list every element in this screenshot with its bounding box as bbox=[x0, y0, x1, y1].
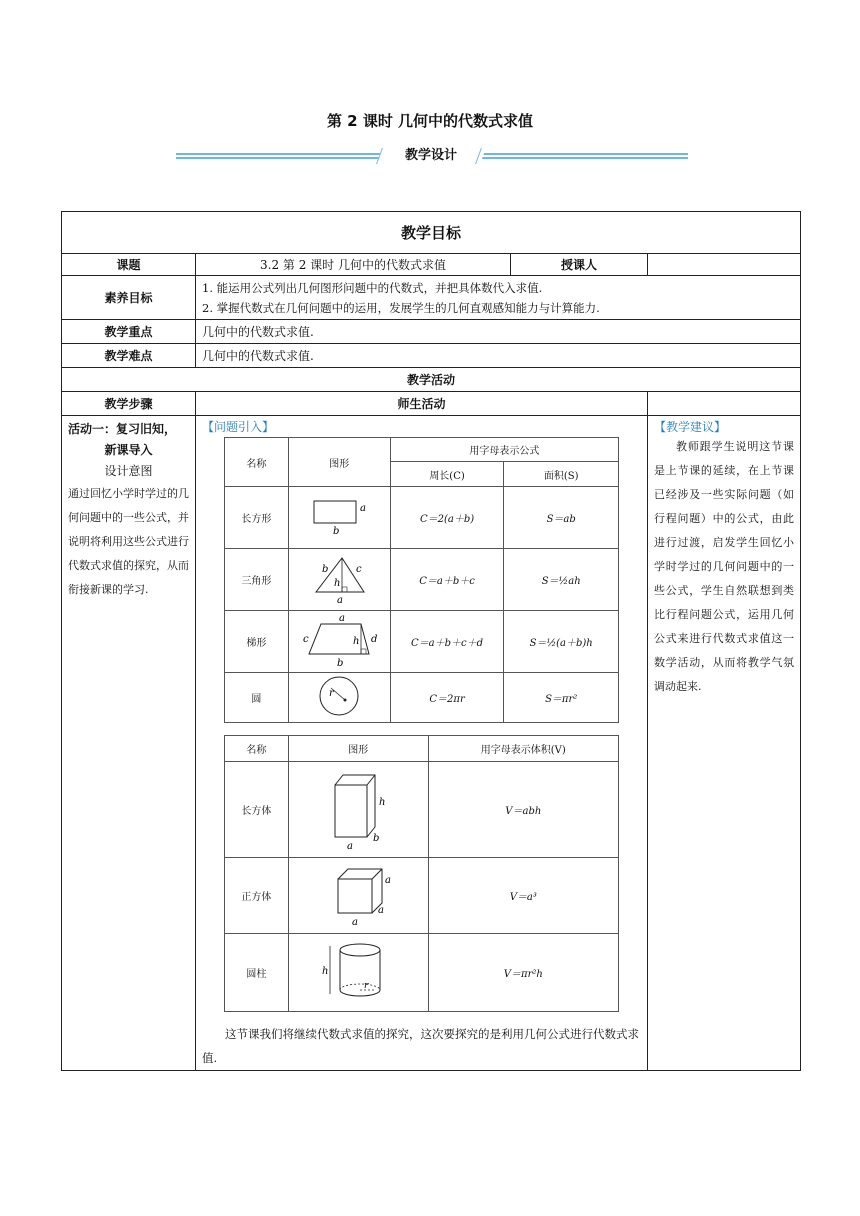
circle-figure bbox=[288, 673, 390, 723]
perimeter-formula: C＝a＋b＋c bbox=[390, 549, 504, 611]
row-name: 长方形 bbox=[225, 487, 289, 549]
topic-label: 课题 bbox=[62, 254, 196, 276]
svg-text:r: r bbox=[329, 688, 335, 699]
svg-text:h: h bbox=[379, 797, 386, 808]
section-banner bbox=[176, 146, 688, 166]
svg-text:a: a bbox=[378, 905, 385, 916]
volume-formula: V＝abh bbox=[428, 762, 618, 858]
perimeter-formula: C＝2(a＋b) bbox=[390, 487, 504, 549]
banner-label: 教学设计 bbox=[381, 146, 481, 166]
suggestion-text: 教师跟学生说明这节课是上节课的延续，在上节课已经涉及一些实际问题（如行程问题）中的公式，由此进行过渡，启发学生回忆小学时学过的几何问题中的一些公式，学生自然联想到类比行程问题公式，运用几何公式来进行代数式求值这一数学活动，从而将教学气氛调动起来. bbox=[654, 440, 795, 693]
svg-text:h: h bbox=[353, 636, 360, 647]
teacher-value bbox=[648, 254, 801, 276]
row-name: 梯形 bbox=[225, 611, 289, 673]
col-volume: 用字母表示体积(V) bbox=[428, 736, 618, 762]
solid-volume-table bbox=[224, 735, 619, 1012]
svg-text:c: c bbox=[356, 564, 362, 575]
key-point-value: 几何中的代数式求值. bbox=[196, 320, 801, 344]
perimeter-formula: C＝a＋b＋c＋d bbox=[390, 611, 504, 673]
difficulty-value: 几何中的代数式求值. bbox=[196, 344, 801, 368]
key-point-label: 教学重点 bbox=[62, 320, 196, 344]
col-formula: 用字母表示公式 bbox=[390, 438, 618, 462]
svg-text:h: h bbox=[334, 578, 341, 589]
row-name: 圆柱 bbox=[225, 934, 289, 1012]
teacher-student-label: 师生活动 bbox=[196, 392, 648, 416]
volume-formula: V＝πr²h bbox=[428, 934, 618, 1012]
area-formula: S＝½ah bbox=[504, 549, 619, 611]
suggestion-label: 【教学建议】 bbox=[654, 420, 727, 434]
cylinder-figure bbox=[288, 934, 428, 1012]
svg-text:c: c bbox=[303, 634, 309, 645]
svg-text:a: a bbox=[337, 595, 344, 604]
row-name: 正方体 bbox=[225, 858, 289, 934]
row-name: 长方体 bbox=[225, 762, 289, 858]
goals-heading: 教学目标 bbox=[62, 212, 801, 254]
steps-label: 教学步骤 bbox=[62, 392, 196, 416]
activity1-subtitle: 新课导入 bbox=[104, 443, 153, 457]
activity1-title: 活动一：复习旧知， bbox=[68, 422, 177, 436]
lesson-plan-table bbox=[61, 211, 801, 1071]
goals-label: 素养目标 bbox=[62, 276, 196, 320]
design-intent-label: 设计意图 bbox=[104, 464, 153, 478]
goal-item: 1. 能运用公式列出几何图形问题中的代数式，并把具体数代入求值. bbox=[202, 280, 543, 295]
svg-text:a: a bbox=[385, 875, 392, 886]
col-figure: 图形 bbox=[288, 736, 428, 762]
perimeter-formula: C＝2πr bbox=[390, 673, 504, 723]
design-intent-text: 通过回忆小学时学过的几何问题中的一些公式，并说明将利用这些公式进行代数式求值的探究，从而衔接新课的学习. bbox=[68, 487, 189, 596]
area-formula: S＝ab bbox=[504, 487, 619, 549]
row-name: 圆 bbox=[225, 673, 289, 723]
col-perimeter: 周长(C) bbox=[390, 462, 504, 487]
plane-formula-table bbox=[224, 437, 619, 723]
closing-paragraph: 这节课我们将继续代数式求值的探究，这次要探究的是利用几何公式进行代数式求值. bbox=[202, 1027, 639, 1065]
goal-item: 2. 掌握代数式在几何问题中的运用，发展学生的几何直观感知能力与计算能力. bbox=[202, 300, 600, 315]
col-figure: 图形 bbox=[288, 438, 390, 487]
svg-text:a: a bbox=[339, 613, 346, 624]
svg-text:h: h bbox=[322, 966, 329, 977]
triangle-figure bbox=[288, 549, 390, 611]
svg-text:a: a bbox=[352, 917, 359, 927]
col-name: 名称 bbox=[225, 438, 289, 487]
area-formula: S＝πr² bbox=[504, 673, 619, 723]
svg-text:b: b bbox=[322, 564, 329, 575]
svg-text:b: b bbox=[373, 833, 380, 844]
rectangle-figure bbox=[288, 487, 390, 549]
col-area: 面积(S) bbox=[504, 462, 619, 487]
difficulty-label: 教学难点 bbox=[62, 344, 196, 368]
volume-formula: V＝a³ bbox=[428, 858, 618, 934]
row-name: 三角形 bbox=[225, 549, 289, 611]
svg-text:b: b bbox=[337, 658, 344, 668]
cube-figure bbox=[288, 858, 428, 934]
svg-text:a: a bbox=[347, 841, 354, 851]
svg-text:b: b bbox=[333, 526, 340, 536]
svg-text:a: a bbox=[360, 503, 367, 514]
question-intro-label: 【问题引入】 bbox=[202, 420, 275, 434]
area-formula: S＝½(a＋b)h bbox=[504, 611, 619, 673]
topic-value: 3.2 第 2 课时 几何中的代数式求值 bbox=[196, 254, 511, 276]
trapezoid-figure bbox=[288, 611, 390, 673]
page-title: 第 2 课时 几何中的代数式求值 bbox=[326, 112, 534, 130]
col-name: 名称 bbox=[225, 736, 289, 762]
svg-text:r: r bbox=[364, 981, 369, 991]
teacher-label: 授课人 bbox=[511, 254, 648, 276]
cuboid-figure bbox=[288, 762, 428, 858]
activities-heading: 教学活动 bbox=[62, 368, 801, 392]
svg-text:d: d bbox=[371, 634, 378, 645]
